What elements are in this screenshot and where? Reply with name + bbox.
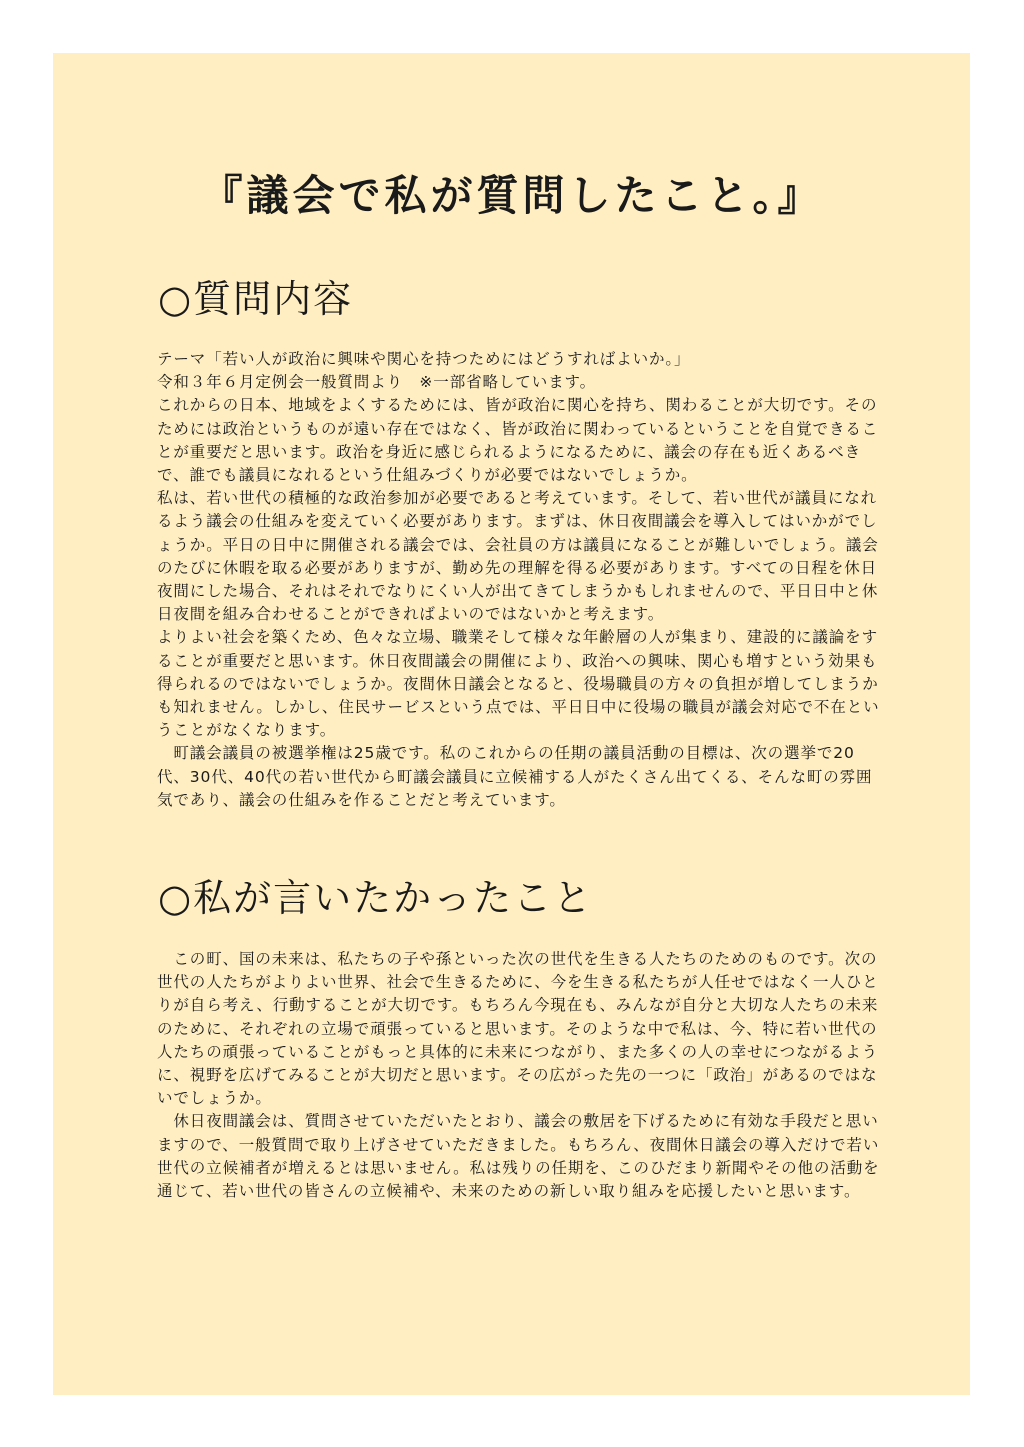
paragraph: 町議会議員の被選挙権は25歳です。私のこれからの任期の議員活動の目標は、次の選挙で20代、30代、40代の若い世代から町議会議員に立候補する人がたくさん出てくる、そんな町の雰囲気であり、議会の仕組みを作ることだと考えています。 <box>157 744 873 809</box>
section-heading-question: ○質問内容 <box>158 277 354 321</box>
section-body-question <box>157 348 882 812</box>
paragraph: この町、国の未来は、私たちの子や孫といった次の世代を生きる人たちのためのものです。次の世代の人たちがよりよい世界、社会で生きるために、今を生きる私たちが人任せではなく一人ひとりが自ら考え、行動することが大切です。もちろん今現在も、みんなが自分と大切な人たちの未来のために、それぞれの立場で頑張っていると思います。そのような中で私は、今、特に若い世代の人たちの頑張っていることがもっと具体的に未来につながり、また多くの人の幸せにつながるように、視野を広げてみることが大切だと思います。その広がった先の一つに「政治」があるのではないでしょうか。 <box>157 950 879 1108</box>
theme-line: テーマ「若い人が政治に興味や関心を持つためにはどうすればよいか。」 <box>157 350 691 368</box>
paragraph: よりよい社会を築くため、色々な立場、職業そして様々な年齢層の人が集まり、建設的に議論をすることが重要だと思います。休日夜間議会の開催により、政治への興味、関心も増すという効果も得られるのではないでしょうか。夜間休日議会となると、役場職員の方々の負担が増してしまうかも知れません。しかし、住民サービスという点では、平日日中に役場の職員が議会対応で不在ということがなくなります。 <box>157 628 880 740</box>
paragraph: 私は、若い世代の積極的な政治参加が必要であると考えています。そして、若い世代が議員になれるよう議会の仕組みを変えていく必要があります。まずは、休日夜間議会を導入してはいかがでしょうか。平日の日中に開催される議会では、会社員の方は議員になることが難しいでしょう。議会のたびに休暇を取る必要がありますが、勤め先の理解を得る必要があります。すべての日程を休日夜間にした場合、それはそれでなりにくい人が出てきてしまうかもしれませんので、平日日中と休日夜間を組み合わせることができればよいのではないかと考えます。 <box>157 489 879 624</box>
source-line: 令和３年６月定例会一般質問より ※一部省略しています。 <box>157 373 597 392</box>
section-heading-message: ○私が言いたかったこと <box>158 876 594 920</box>
paragraph: 休日夜間議会は、質問させていただいたとおり、議会の敷居を下げるために有効な手段だと思いますので、一般質問で取り上げさせていただきました。もちろん、夜間休日議会の導入だけで若い世代の立候補者が増えるとは思いません。私は残りの任期を、このひだまり新聞やその他の活動を通じて、若い世代の皆さんの立候補や、未来のための新しい取り組みを応援したいと思います。 <box>157 1112 880 1201</box>
section-body-message <box>157 948 882 1203</box>
paragraph: これからの日本、地域をよくするためには、皆が政治に関心を持ち、関わることが大切です。そのためには政治というものが遠い存在ではなく、皆が政治に関わっているということを自覚できることが重要だと思います。政治を身近に感じられるようになるために、議会の存在も近くあるべきで、誰でも議員になれるという仕組みづくりが必要ではないでしょうか。 <box>157 396 879 485</box>
page-title: 『議会で私が質問したこと。』 <box>200 171 824 220</box>
